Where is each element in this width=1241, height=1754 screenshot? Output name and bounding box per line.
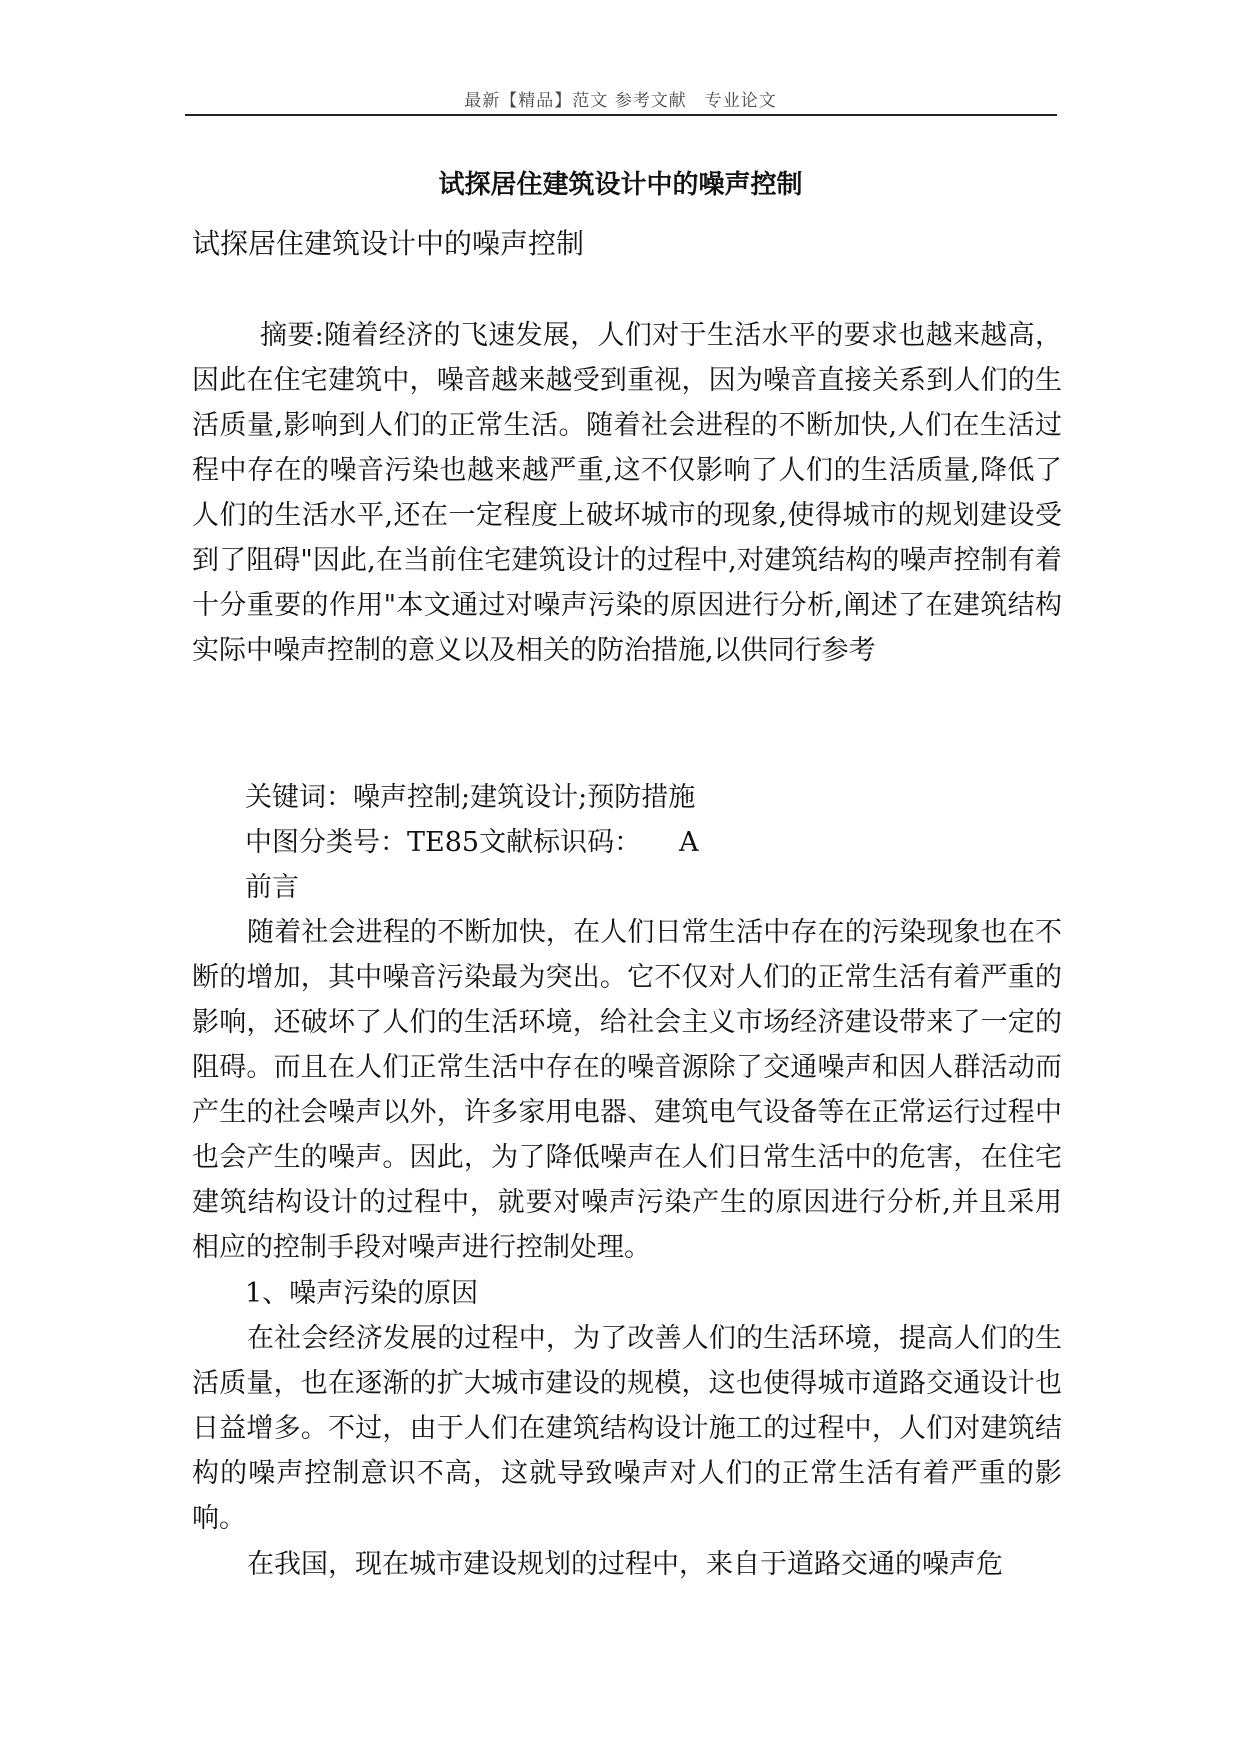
keywords-line: 关键词：噪声控制;建筑设计;预防措施: [245, 782, 696, 813]
section1-paragraph-2: 在我国，现在城市建设规划的过程中，来自于道路交通的噪声危: [247, 1549, 1003, 1580]
section1-paragraph-1: 在社会经济发展的过程中，为了改善人们的生活环境，提高人们的生活质量，也在逐渐的扩大城市建设的规模，这也使得城市道路交通设计也日益增多。不过，由于人们在建筑结构设计施工的过程中，人们对建筑结构的噪声控制意识不高，这就导致噪声对人们的正常生活有着严重的影响。: [192, 1323, 1062, 1534]
running-header: 最新【精品】范文 参考文献 专业论文: [464, 91, 777, 111]
classification-label: 中图分类号：TE85文献标识码：: [245, 827, 642, 858]
intro-paragraph: 随着社会进程的不断加快，在人们日常生活中存在的污染现象也在不断的增加，其中噪音污染最为突出。它不仅对人们的正常生活有着严重的影响，还破坏了人们的生活环境，给社会主义市场经济建设带来了一定的阻碍。而且在人们正常生活中存在的噪音源除了交通噪声和因人群活动而产生的社会噪声以外，许多家用电器、建筑电气设备等在正常运行过程中也会产生的噪声。因此，为了降低噪声在人们日常生活中的危害，在住宅建筑结构设计的过程中，就要对噪声污染产生的原因进行分析,并且采用相应的控制手段对噪声进行控制处理。: [192, 917, 1062, 1263]
classification-line: [245, 820, 699, 859]
document-subtitle: 试探居住建筑设计中的噪声控制: [192, 227, 585, 260]
header-divider: [185, 114, 1057, 116]
document-title: 试探居住建筑设计中的噪声控制: [438, 170, 803, 200]
section-heading-1: 1、噪声污染的原因: [245, 1278, 479, 1309]
classification-code: A: [679, 827, 699, 858]
preface-heading: 前言: [245, 872, 299, 903]
abstract-paragraph: 摘要:随着经济的飞速发展，人们对于生活水平的要求也越来越高，因此在住宅建筑中，噪音越来越受到重视，因为噪音直接关系到人们的生活质量,影响到人们的正常生活。随着社会进程的不断加快,人们在生活过程中存在的噪音污染也越来越严重,这不仅影响了人们的生活质量,降低了人们的生活水平,还在一定程度上破坏城市的现象,使得城市的规划建设受到了阻碍"因此,在当前住宅建筑设计的过程中,对建筑结构的噪声控制有着十分重要的作用"本文通过对噪声污染的原因进行分析,阐述了在建筑结构实际中噪声控制的意义以及相关的防治措施,以供同行参考: [192, 320, 1062, 666]
